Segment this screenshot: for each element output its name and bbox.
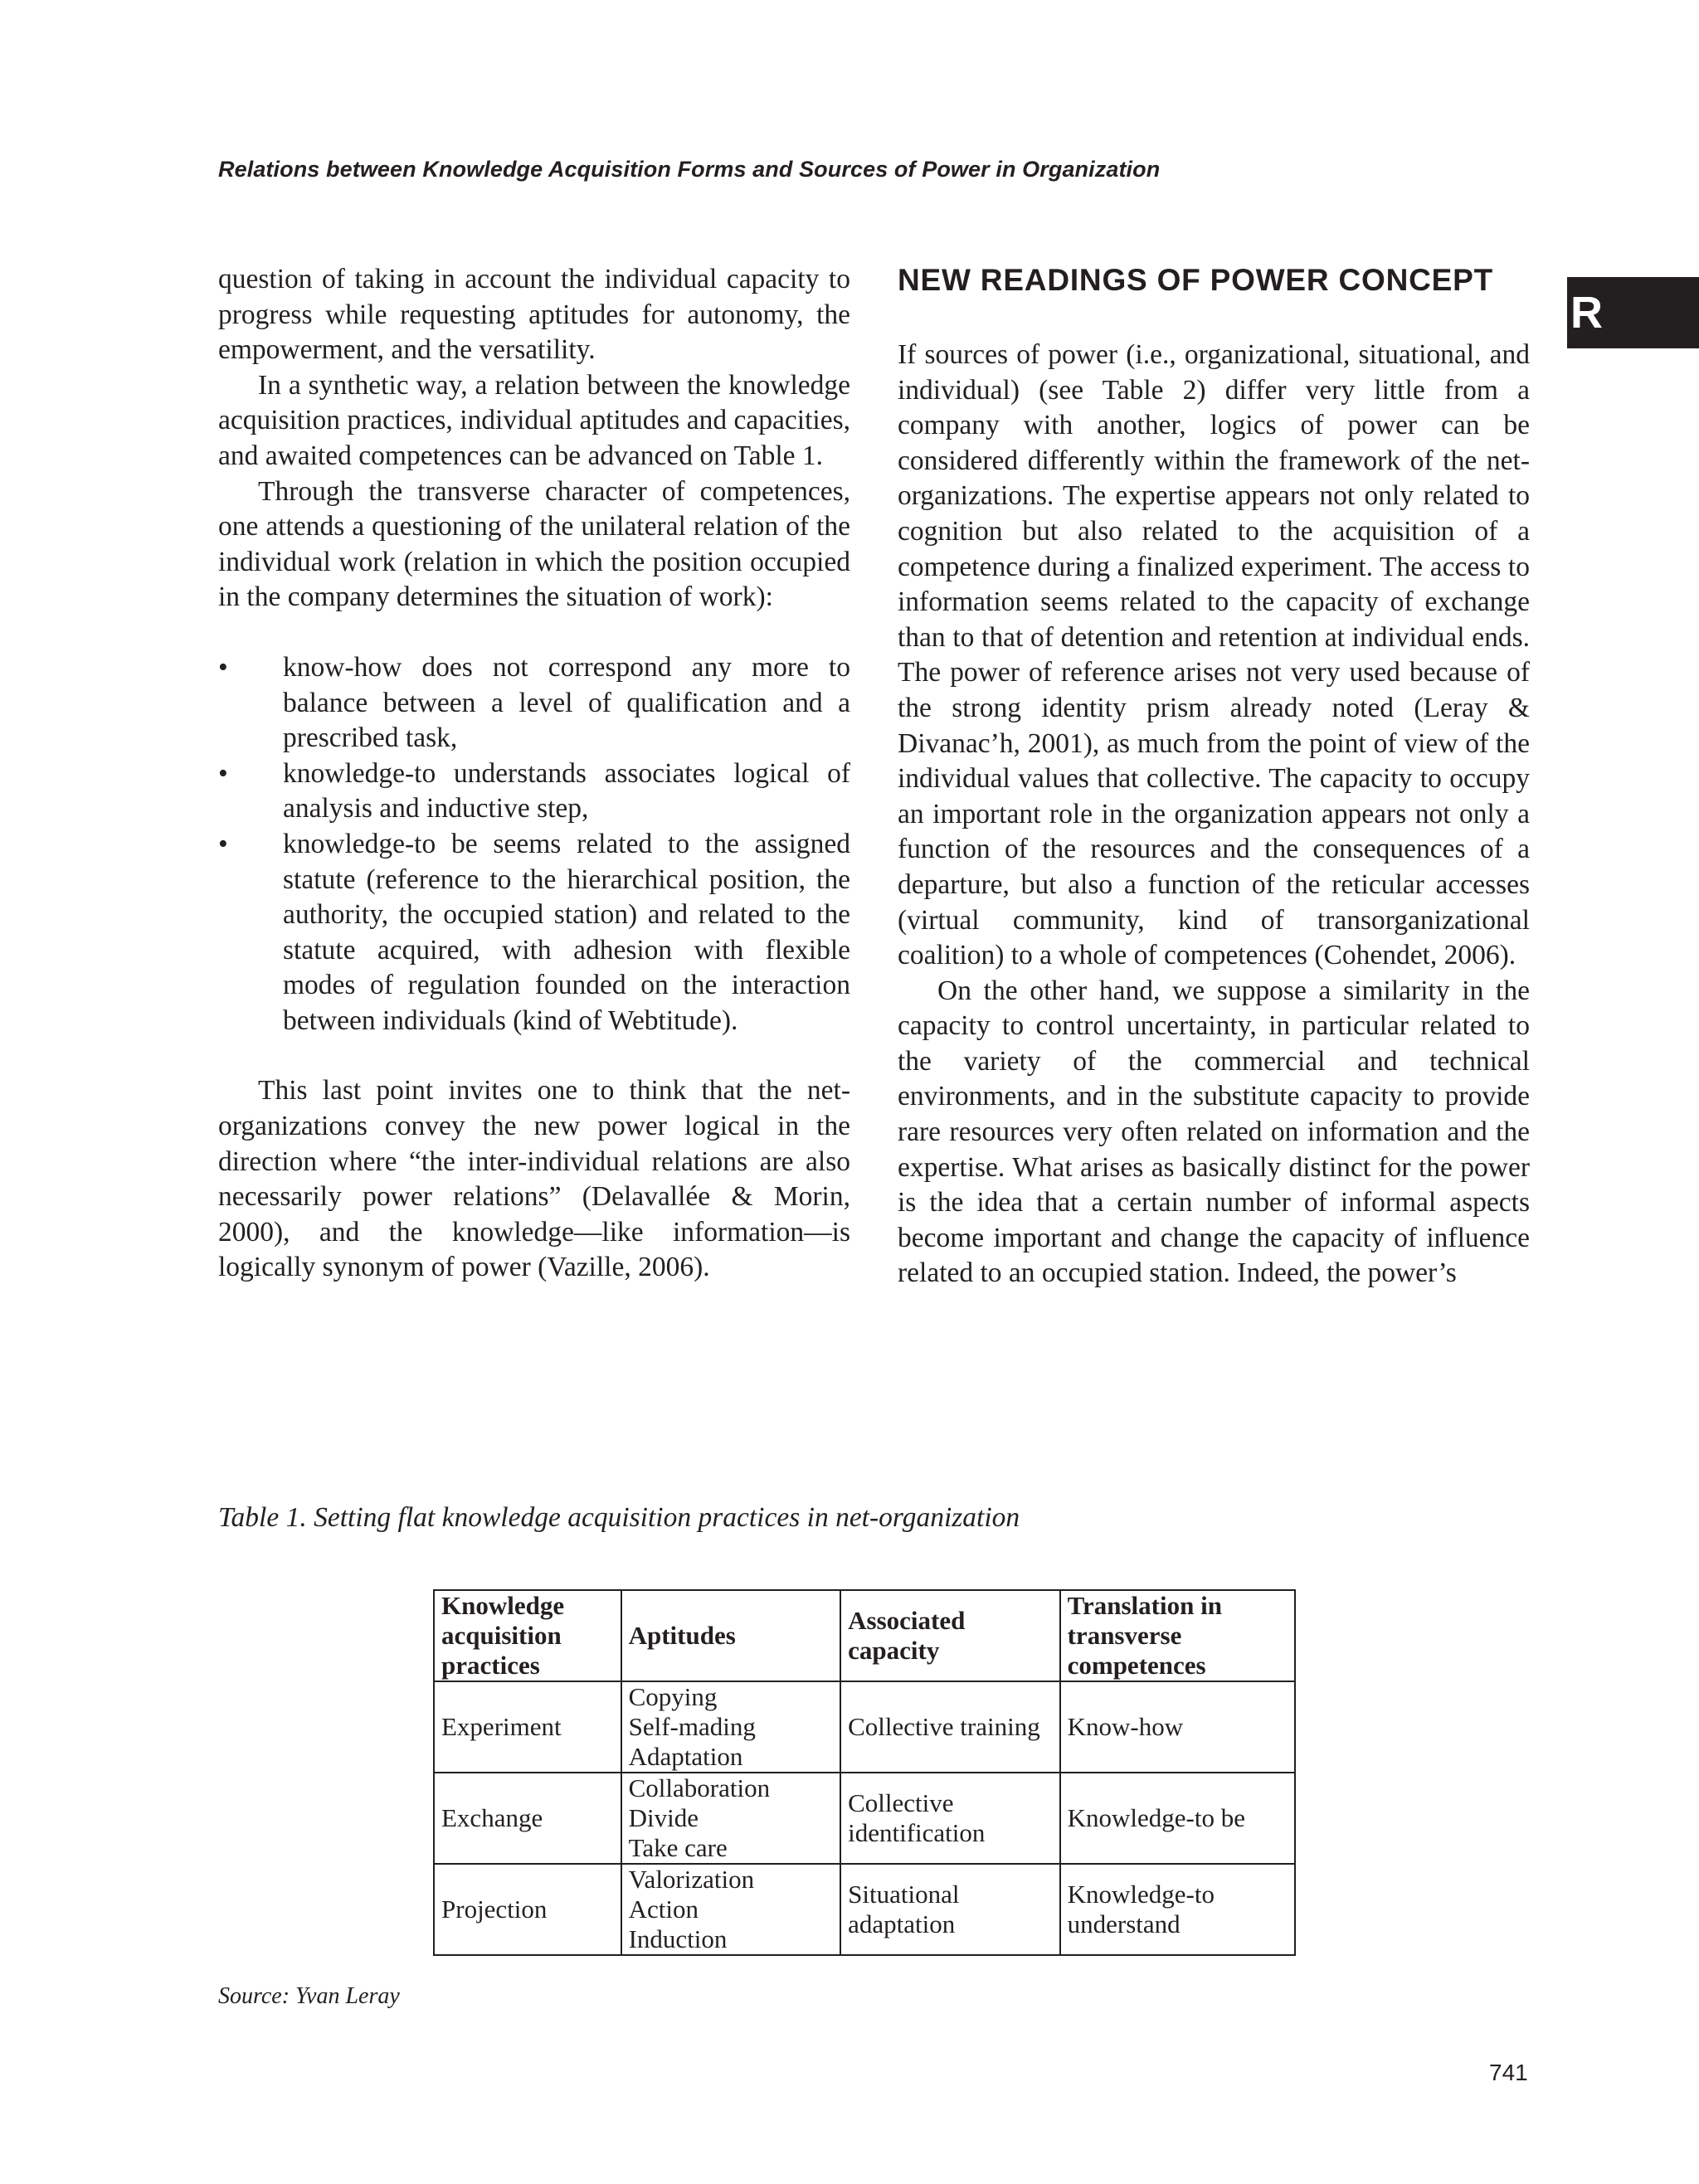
table-cell: Collaboration Divide Take care [621, 1773, 841, 1864]
table-cell: Knowledge-to understand [1060, 1864, 1295, 1955]
table-cell: Collective training [840, 1681, 1059, 1773]
table-header-row [434, 1590, 1295, 1681]
paragraph: question of taking in account the individual capacity to progress while requesting aptitudes for autonomy, the empowerment, and the versatility. [218, 264, 850, 366]
table-cell: Situational adaptation [840, 1864, 1059, 1955]
table-cell: Know-how [1060, 1681, 1295, 1773]
table-caption: Table 1. Setting flat knowledge acquisition practices in net-organization [218, 1502, 1020, 1533]
table-row [434, 1681, 1295, 1773]
knowledge-practices-table [433, 1589, 1296, 1956]
table-cell: Exchange [434, 1773, 621, 1864]
column-header: Associated capacity [840, 1590, 1059, 1681]
bullet-text: knowledge-to be seems related to the assigned statute (reference to the hierarchical position, the authority, the occupied station) and related to the statute acquired, with adhesion with flexible modes of regulation founded on the interaction between individuals (kind of Webtitude). [283, 828, 850, 1036]
running-head: Relations between Knowledge Acquisition Forms and Sources of Power in Organization [218, 157, 1161, 182]
bullet-icon: • [218, 828, 228, 859]
table-row [434, 1773, 1295, 1864]
table-row [434, 1864, 1295, 1955]
paragraph: In a synthetic way, a relation between the knowledge acquisition practices, individual aptitudes and capacities, and awaited competences can be advanced on Table 1. [218, 369, 850, 471]
column-header: Knowledge acquisition practices [434, 1590, 621, 1681]
bullet-icon: • [218, 651, 228, 683]
table-cell: Collective identification [840, 1773, 1059, 1864]
paragraph: On the other hand, we suppose a similarity in the capacity to control uncertainty, in particular related to the variety of the commercial and technical environments, and in the substitute capacity to provide rare resources very often related on information and the expertise. What arises as basically distinct for the power is the idea that a certain number of informal aspects become important and change the capacity of influence related to an occupied station. Indeed, the power’s [898, 975, 1530, 1289]
paragraph: Through the transverse character of competences, one attends a questioning of the unilateral relation of the individual work (relation in which the position occupied in the company determines the situation of work): [218, 475, 850, 613]
column-header: Aptitudes [621, 1590, 841, 1681]
table-cell: Knowledge-to be [1060, 1773, 1295, 1864]
bullet-item [218, 650, 850, 756]
bullet-text: knowledge-to understands associates logical of analysis and inductive step, [283, 757, 850, 824]
bullet-icon: • [218, 757, 228, 789]
table-source-note: Source: Yvan Leray [218, 1983, 400, 2009]
left-column [218, 262, 850, 1286]
page-number: 741 [1489, 2060, 1528, 2085]
paragraph: This last point invites one to think that the net-organizations convey the new power logical in the direction where “the inter-individual relations are also necessarily power relations” (Delavallée & Morin, 2000), and the knowledge—like information—is logically synonym of power (Vazille, 2006). [218, 1075, 850, 1283]
section-thumb-tab: R [1567, 277, 1699, 348]
bullet-list [218, 650, 850, 1039]
column-header: Translation in transverse competences [1060, 1590, 1295, 1681]
table-cell: Copying Self-mading Adaptation [621, 1681, 841, 1773]
paragraph: If sources of power (i.e., organizational, situational, and individual) (see Table 2) differ very little from a company with another, logics of power can be considered differently within the framework of the net-organizations. The expertise appears not only related to cognition but also related to the acquisition of a competence during a finalized experiment. The access to information seems related to the capacity of exchange than to that of detention and retention at individual ends. The power of reference arises not very used because of the strong identity prism already noted (Leray & Divanac’h, 2001), as much from the point of view of the individual values that collective. The capacity to occupy an important role in the organization appears not only a function of the resources and the consequences of a departure, but also a function of the reticular accesses (virtual community, kind of transorganizational coalition) to a whole of competences (Cohendet, 2006). [898, 339, 1530, 971]
bullet-item [218, 827, 850, 1039]
table-cell: Projection [434, 1864, 621, 1955]
bullet-item [218, 756, 850, 827]
table-cell: Experiment [434, 1681, 621, 1773]
bullet-text: know-how does not correspond any more to balance between a level of qualification and a prescribed task, [283, 651, 850, 754]
section-heading: NEW READINGS OF POWER CONCEPT [898, 263, 1493, 297]
table-cell: Valorization Action Induction [621, 1864, 841, 1955]
right-column [898, 262, 1530, 1291]
